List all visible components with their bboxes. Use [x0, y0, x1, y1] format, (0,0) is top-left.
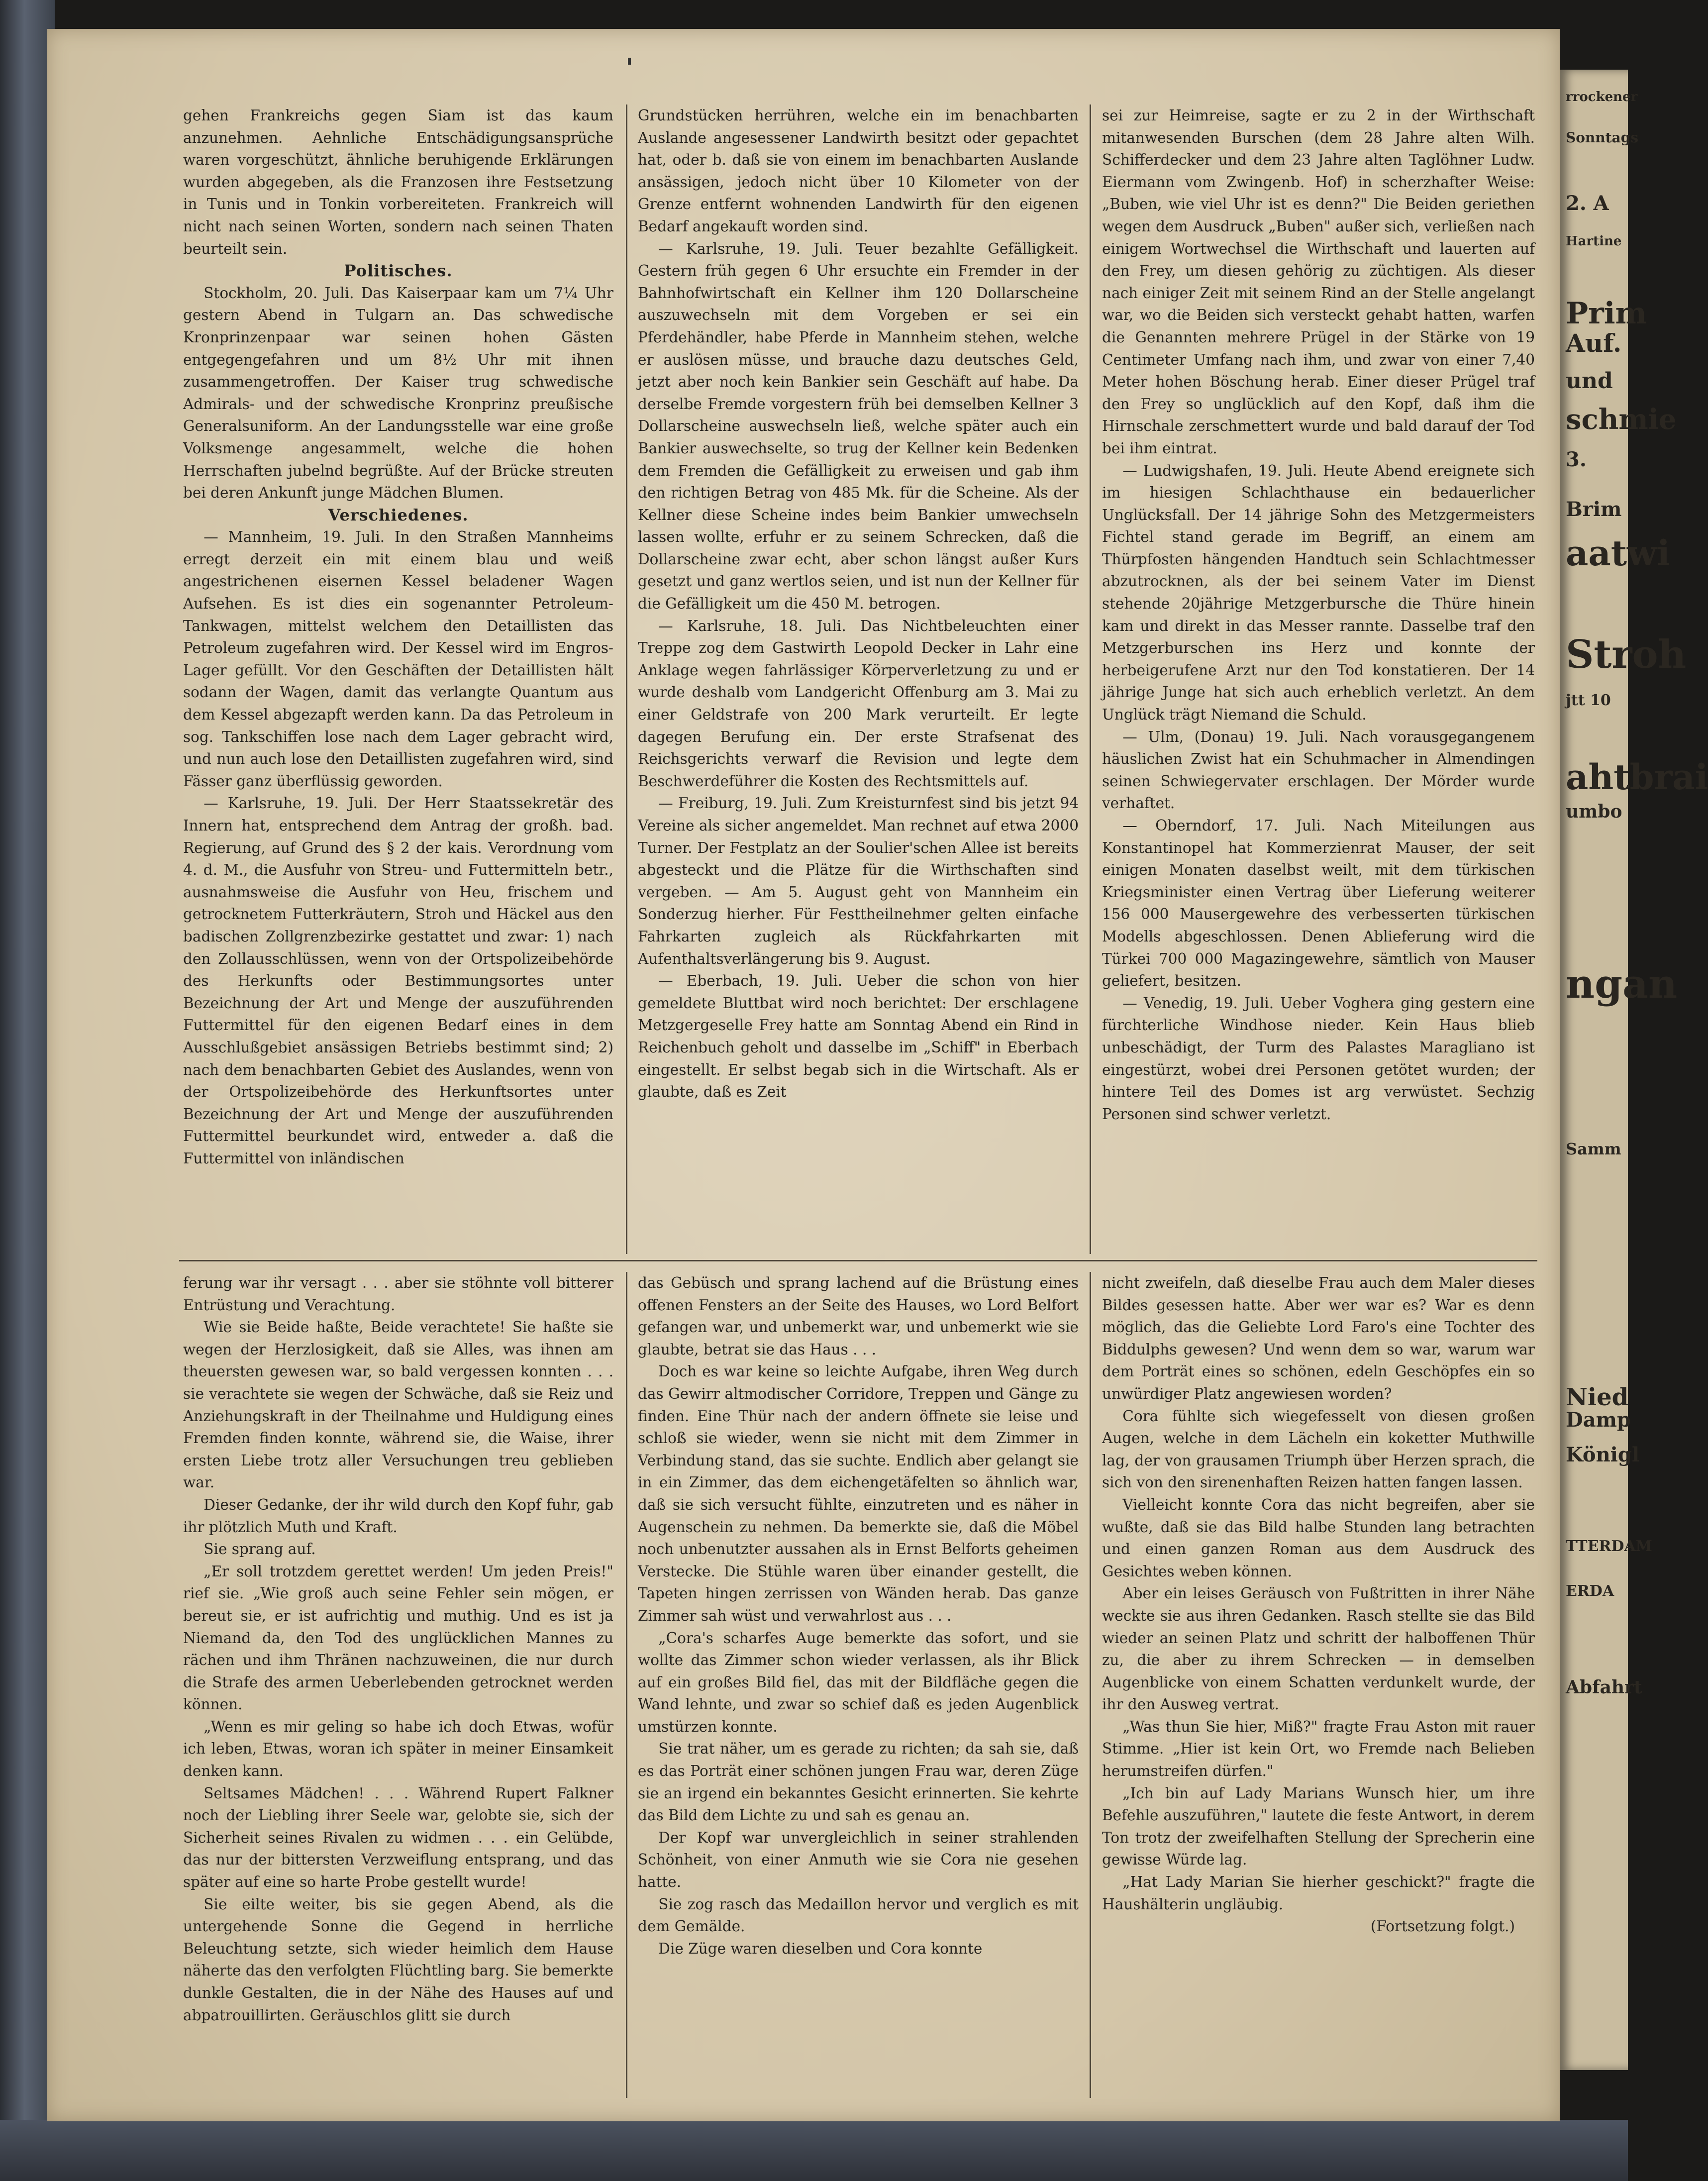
- article-paragraph: nicht zweifeln, daß dieselbe Frau auch dem Maler dieses Bildes gesessen hatte. Aber wer war es? War es denn möglich, das die Geliebte Lord Faro's eine Tochter des Biddulphs gewesen? Und wenn dem so war, warum war dem Porträt eines so schönen, edeln Geschöpfes ein so unwürdiger Platz angewiesen worden?: [1102, 1274, 1535, 1402]
- article-paragraph: das Gebüsch und sprang lachend auf die Brüstung eines offenen Fensters an der Seite des Hauses, wo Lord Belfort gefangen war, und unbemerkt war, und unbemerkt wie sie glaubte, betrat sie das Haus . . .: [638, 1274, 1079, 1358]
- adjacent-page-fragment: Sonntags: [1566, 129, 1639, 146]
- article-paragraph: — Karlsruhe, 19. Juli. Teuer bezahlte Gefälligkeit. Gestern früh gegen 6 Uhr ersuchte ein Fremder in der Bahnhofwirtschaft ein Kellner ihm 120 Dollarscheine auszuwechseln mit dem Vorgeben er sei ein Pferdehändler, habe Pferde in Mannheim stehen, welche er auslösen müsse, und brauche dazu deutsches Geld, jetzt aber noch kein Bankier sein Geschäft auf habe. Da derselbe Fremde vorgestern früh bei demselben Kellner 3 Dollarscheine auswechseln ließ, welche später auch ein Bankier auswechselte, so trug der Kellner kein Bedenken dem Fremden die Gefälligkeit zu erweisen und gab ihm den richtigen Betrag von 485 Mk. für die Scheine. Als der Kellner diese Scheine indes beim Bankier umwechseln lassen wollte, erfuhr er zu seinem Schrecken, daß die Dollarscheine zwar echt, aber schon längst außer Kurs gesetzt und ganz wertlos seien, und ist nun der Kellner für die Gefälligkeit um die 450 M. betrogen.: [638, 240, 1079, 613]
- column-rule: [1090, 1272, 1091, 2098]
- adjacent-page-fragment: schmie: [1566, 403, 1677, 436]
- adjacent-page-fragment: und: [1566, 368, 1613, 394]
- column-rule: [626, 1272, 627, 2098]
- article-paragraph: sei zur Heimreise, sagte er zu 2 in der Wirthschaft mitanwesenden Burschen (dem 28 Jahre alten Wilh. Schifferdecker und dem 23 Jahre alten Taglöhner Ludw. Eiermann vom Zwingenb. Hof) in scherzhafter Weise: „Buben, wie viel Uhr ist es denn?" Die Beiden geriethen wegen dem Ausdruck „Buben" außer sich, verließen nach einigem Wortwechsel die Wirthschaft und lauerten auf den Frey, um diesen gehörig zu züchtigen. Als dieser nach einiger Zeit mit seinem Rind an der Stelle angelangt war, wo die Beiden sich versteckt gehabt hatten, warfen die Genannten mehrere Prügel in der Stärke von 19 Centimeter Umfang nach ihm, und zwar von einer 7,40 Meter hohen Böschung herab. Einer dieser Prügel traf den Frey so unglücklich auf den Kopf, daß ihm die Hirnschale zerschmettert wurde und bald darauf der Tod bei ihm eintrat.: [1102, 107, 1535, 457]
- article-paragraph: Vielleicht konnte Cora das nicht begreifen, aber sie wußte, daß sie das Bild halbe Stunden lang betrachten und einen ganzen Roman aus dem Ausdruck des Gesichtes weben können.: [1102, 1496, 1535, 1580]
- adjacent-page-fragment: aatwi: [1566, 532, 1670, 574]
- ink-mark: [628, 58, 631, 65]
- article-paragraph: — Ludwigshafen, 19. Juli. Heute Abend ereignete sich im hiesigen Schlachthause ein bedauerlicher Unglücksfall. Der 14 jährige Sohn des Metzgermeisters Fichtel stand gerade im Begriff, an einem am Thürpfosten hängenden Handtuch sein Schlachtmesser abzutrocknen, als der bei seinem Vater im Dienst stehende 20jährige Metzgerbursche die Thüre hinein kam und direkt in das Messer rannte. Dasselbe traf den Metzgerburschen ins Herz und konnte der herbeigerufene Arzt nur den Tod konstatieren. Der 14 jährige Junge hat sich auch erheblich verletzt. An dem Unglück trägt Niemand die Schuld.: [1102, 462, 1535, 724]
- book-binding-bottom: [0, 2120, 1628, 2181]
- column-rule: [1090, 104, 1091, 1254]
- article-paragraph: „Hat Lady Marian Sie hierher geschickt?" fragte die Haushälterin ungläubig.: [1102, 1873, 1535, 1913]
- article-paragraph: Stockholm, 20. Juli. Das Kaiserpaar kam um 7¼ Uhr gestern Abend in Tulgarn an. Das schwedische Kronprinzenpaar war seinen hohen Gästen entgegengefahren und um 8½ Uhr mit ihnen zusammengetroffen. Der Kaiser trug schwedische Admirals- und der schwedische Kronprinz preußische Generalsuniform. An der Landungsstelle war eine große Volksmenge angesammelt, welche die hohen Herrschaften jubelnd begrüßte. Auf der Brücke streuten bei deren Ankunft junge Mädchen Blumen.: [183, 284, 613, 502]
- article-paragraph: — Karlsruhe, 19. Juli. Der Herr Staatssekretär des Innern hat, entsprechend dem Antrag der großh. bad. Regierung, auf Grund des § 2 der kais. Verordnung vom 4. d. M., die Ausfuhr von Streu- und Futtermitteln betr., ausnahmsweise die Ausfuhr von Heu, frischem und getrocknetem Futterkräutern, Stroh und Häckel aus den badischen Zollgrenzbezirke gestattet und zwar: 1) nach den Zollausschlüssen, wenn von der Ortspolizeibehörde des Herkunfts oder Bestimmungsortes unter Bezeichnung der Art und Menge der auszuführenden Futtermittel für den eigenen Bedarf eines in dem Ausschlußgebiet ansässigen Betriebs bestimmt sind; 2) nach dem benachbarten Gebiet des Auslandes, wenn von der Ortspolizeibehörde des Herkunftsortes unter Bezeichnung der Art und Menge der auszuführenden Futtermittel beurkundet wird, entweder a. daß die Futtermittel von inländischen: [183, 795, 613, 1167]
- article-paragraph: — Eberbach, 19. Juli. Ueber die schon von hier gemeldete Bluttbat wird noch berichtet: Der erschlagene Metzgergeselle Frey hatte am Sonntag Abend ein Rind in Reichenbuch geholt und dasselbe im „Schiff" in Eberbach eingestellt. Er selbst begab sich in die Wirtschaft. Als er glaubte, daß es Zeit: [638, 972, 1079, 1101]
- top-column-3: [1102, 104, 1535, 1125]
- adjacent-page-fragment: TTERDAM: [1566, 1538, 1652, 1555]
- article-paragraph: gehen Frankreichs gegen Siam ist das kaum anzunehmen. Aehnliche Entschädigungsansprüche waren vorgeschützt, ähnliche beruhigende Erklärungen wurden abgegeben, als die Franzosen ihre Festsetzung in Tunis und in Tonkin vorbereiteten. Frankreich will nicht nach seinen Worten, sondern nach seinen Thaten beurteilt sein.: [183, 107, 613, 257]
- adjacent-page-fragment: Hartine: [1566, 234, 1622, 249]
- adjacent-page-fragment: Nied: [1566, 1383, 1629, 1411]
- adjacent-page-fragment: Auf.: [1566, 328, 1622, 358]
- article-paragraph: — Karlsruhe, 18. Juli. Das Nichtbeleuchten einer Treppe zog dem Gastwirth Leopold Decker in Lahr eine Anklage wegen fahrlässiger Körperverletzung zu und er wurde deshalb vom Landgericht Offenburg am 3. Mai zu einer Geldstrafe von 200 Mark verurteilt. Er legte dagegen Berufung ein. Der erste Strafsenat des Reichsgerichts verwarf die Revision und legte dem Beschwerdeführer die Kosten des Rechtsmittels auf.: [638, 617, 1079, 790]
- article-paragraph: Dieser Gedanke, der ihr wild durch den Kopf fuhr, gab ihr plötzlich Muth und Kraft.: [183, 1496, 613, 1536]
- adjacent-page-fragment: Samm: [1566, 1140, 1621, 1158]
- article-paragraph: Die Züge waren dieselben und Cora konnte: [658, 1940, 983, 1957]
- adjacent-page-strip: [1560, 70, 1708, 2070]
- article-paragraph: Wie sie Beide haßte, Beide verachtete! Sie haßte sie wegen der Herzlosigkeit, daß sie Alles, was ihnen am theuersten gewesen war, so bald vergessen konnten . . . sie verachtete sie wegen der Schwäche, daß sie Reiz und Anziehungskraft in der Theilnahme und Huldigung eines Fremden finden konnte, während sie, die Waise, ihrer ersten Liebe trotz aller Versuchungen treu geblieben war.: [183, 1319, 613, 1491]
- adjacent-page-fragment: umbo: [1566, 801, 1622, 822]
- article-paragraph: „Was thun Sie hier, Miß?" fragte Frau Aston mit rauer Stimme. „Hier ist kein Ort, wo Fremde nach Belieben herumstreifen dürfen.": [1102, 1718, 1535, 1780]
- adjacent-page-fragment: Brim: [1566, 498, 1622, 521]
- article-paragraph: — Oberndorf, 17. Juli. Nach Miteilungen aus Konstantinopel hat Kommerzienrat Mauser, der seit einigen Monaten daselbst weilt, mit dem türkischen Kriegsminister einen Vertrag über Lieferung weiterer 156 000 Mausergewehre des verbesserten türkischen Modells abgeschlossen. Denen Ablieferung wird die Türkei 700 000 Magazingewehre, sämtlich von Mauser geliefert, besitzen.: [1102, 817, 1535, 990]
- section-heading: Verschiedenes.: [328, 505, 469, 524]
- article-paragraph: Aber ein leises Geräusch von Fußtritten in ihrer Nähe weckte sie aus ihren Gedanken. Rasch stellte sie das Bild wieder an seinen Platz und schritt der halboffenen Thür zu, die aber zu ihrem Schrecken — in demselben Augenblicke von einem Schatten verdunkelt wurde, der ihr den Ausweg vertrat.: [1102, 1585, 1535, 1713]
- top-column-1: [183, 104, 613, 1170]
- article-paragraph: — Mannheim, 19. Juli. In den Straßen Mannheims erregt derzeit ein mit einem blau und weiß angestrichenen eisernen Kessel beladener Wagen Aufsehen. Es ist dies ein sogenannter Petroleum-Tankwagen, mittelst welchem den Detaillisten das Petroleum zugefahren wird. Der Kessel wird im Engros-Lager gefüllt. Vor den Geschäften der Detaillisten hält sodann der Wagen, damit das verlangte Quantum aus dem Kessel abgezapft werden kann. Da das Petroleum in sog. Tankschiffen lose nach dem Lager gebracht wird, und nun auch lose den Detaillisten zugefahren wird, sind Fässer ganz überflüssig geworden.: [183, 528, 613, 790]
- article-paragraph: — Ulm, (Donau) 19. Juli. Nach vorausgegangenem häuslichen Zwist hat ein Schuhmacher in Almendingen seinen Schwiegervater erschlagen. Der Mörder wurde verhaftet.: [1102, 728, 1535, 812]
- article-paragraph: Doch es war keine so leichte Aufgabe, ihren Weg durch das Gewirr altmodischer Corridore, Treppen und Gänge zu finden. Eine Thür nach der andern öffnete sie leise und schloß sie wieder, wenn sie nicht mit dem Zimmer in Verbindung stand, das sie suchte. Endlich aber gelangt sie in ein Zimmer, das dem eichengetäfelten so ähnlich war, daß sie sich versucht fühlte, einzutreten und es näher in Augenschein zu nehmen. Da bemerkte sie, daß die Möbel noch unbenutzter aussahen als in Ernst Belforts geheimen Verstecke. Die Stühle waren über einander gestellt, die Tapeten hingen zerrissen von Wänden herab. Das ganze Zimmer sah wüst und verwahrlost aus . . .: [638, 1363, 1079, 1624]
- adjacent-page-fragment: Stroh: [1566, 632, 1687, 677]
- article-paragraph: Sie eilte weiter, bis sie gegen Abend, als die untergehende Sonne die Gegend in herrliche Beleuchtung setzte, sich wieder heimlich dem Hause näherte das den verfolgten Flüchtling barg. Sie bemerkte dunkle Gestalten, die in der Nähe des Hauses auf und abpatrouillirten. Geräuschlos glitt sie durch: [183, 1895, 613, 2024]
- adjacent-page-fragment: rrockener: [1566, 90, 1638, 104]
- article-paragraph: Cora fühlte sich wiegefesselt von diesen großen Augen, welche in dem Lächeln ein koketter Muthwille lag, der von grausamen Triumph über Herzen sprach, die sich von den sirenenhaften Reizen hatten fangen lassen.: [1102, 1407, 1535, 1491]
- adjacent-page-fragment: 2. A: [1566, 192, 1609, 215]
- column-rule: [626, 104, 627, 1254]
- article-paragraph: Sie trat näher, um es gerade zu richten; da sah sie, daß es das Porträt einer schönen jungen Frau war, deren Züge sie an irgend ein bekanntes Gesicht erinnerten. Sie kehrte das Bild dem Lichte zu und sah es genau an.: [638, 1740, 1079, 1824]
- top-column-2: [638, 104, 1079, 1103]
- continuation-note: (Fortsetzung folgt.): [1370, 1918, 1515, 1935]
- adjacent-page-fragment: 3.: [1566, 448, 1587, 471]
- adjacent-page-fragment: ERDA: [1566, 1582, 1614, 1600]
- bottom-column-3: [1102, 1272, 1535, 1938]
- article-paragraph: „Er soll trotzdem gerettet werden! Um jeden Preis!" rief sie. „Wie groß auch seine Fehler sein mögen, er bereut sie, er ist aufrichtig und muthig. Und es ist ja Niemand da, den Tod des unglücklichen Mannes zu rächen und ihm Thränen nachzuweinen, die nur durch die Strafe des armen Ueberlebenden getrocknet werden können.: [183, 1562, 613, 1713]
- adjacent-page-fragment: Abfahrt: [1566, 1677, 1642, 1698]
- adjacent-page-fragment: ahtbrai: [1566, 756, 1708, 798]
- article-paragraph: Der Kopf war unvergleichlich in seiner strahlenden Schönheit, von einer Anmuth wie sie Cora nie gesehen hatte.: [638, 1829, 1079, 1891]
- section-rule: [179, 1260, 1537, 1261]
- article-paragraph: Sie zog rasch das Medaillon hervor und verglich es mit dem Gemälde.: [638, 1895, 1079, 1935]
- article-paragraph: „Ich bin auf Lady Marians Wunsch hier, um ihre Befehle auszuführen," lautete die feste Antwort, in derem Ton trotz der zweifelhaften Stellung der Sprecherin eine gewisse Würde lag.: [1102, 1784, 1535, 1869]
- adjacent-page-fragment: Prim: [1566, 296, 1647, 331]
- article-paragraph: — Freiburg, 19. Juli. Zum Kreisturnfest sind bis jetzt 94 Vereine als sicher angemeldet. Man rechnet auf etwa 2000 Turner. Der Festplatz an der Soulier'schen Allee ist bereits abgesteckt und die Plätze für die Wirthschaften sind vergeben. — Am 5. August geht von Mannheim ein Sonderzug hierher. Für Festtheilnehmer gelten einfache Fahrkarten zugleich als Rückfahrkarten mit Aufenthaltsverlängerung bis 9. August.: [638, 795, 1079, 967]
- adjacent-page-fragment: ngan: [1566, 960, 1678, 1007]
- adjacent-page-fragment: jtt 10: [1566, 692, 1611, 709]
- article-paragraph: „Wenn es mir geling so habe ich doch Etwas, wofür ich leben, Etwas, woran ich später in meiner Einsamkeit denken kann.: [183, 1718, 613, 1780]
- article-paragraph: ferung war ihr versagt . . . aber sie stöhnte voll bitterer Entrüstung und Verachtung.: [183, 1274, 613, 1314]
- bottom-column-2: [638, 1272, 1079, 1960]
- article-paragraph: „Cora's scharfes Auge bemerkte das sofort, und sie wollte das Zimmer schon wieder verlassen, als ihr Blick auf ein großes Bild fiel, das mit der Bildfläche gegen die Wand lehnte, und zwar so schief daß es jeden Augenblick umstürzen konnte.: [638, 1629, 1079, 1735]
- section-heading: Politisches.: [344, 261, 453, 281]
- book-binding-edge: [0, 0, 55, 2181]
- adjacent-page-fragment: Königl: [1566, 1443, 1640, 1466]
- article-paragraph: Sie sprang auf.: [203, 1541, 316, 1558]
- bottom-column-1: [183, 1272, 613, 2026]
- article-paragraph: Grundstücken herrühren, welche ein im benachbarten Auslande angesessener Landwirth besitzt oder gepachtet hat, oder b. daß sie von einem im benachbarten Auslande ansässigen, jedoch nicht über 10 Kilometer von der Grenze entfernt wohnenden Landwirth für den eigenen Bedarf angekauft worden sind.: [638, 107, 1079, 235]
- article-paragraph: — Venedig, 19. Juli. Ueber Voghera ging gestern eine fürchterliche Windhose nieder. Kein Haus blieb unbeschädigt, der Turm des Palastes Maragliano ist eingestürzt, wobei drei Personen getötet wurden; der hintere Teil des Domes ist arg verwüstet. Sechzig Personen sind schwer verletzt.: [1102, 994, 1535, 1123]
- article-paragraph: Seltsames Mädchen! . . . Während Rupert Falkner noch der Liebling ihrer Seele war, gelobte sie, sich der Sicherheit seines Rivalen zu widmen . . . ein Gelübde, das nur der bittersten Verzweiflung entsprang, und das später auf eine so harte Probe gestellt wurde!: [183, 1784, 613, 1891]
- adjacent-page-fragment: Damp: [1566, 1408, 1631, 1432]
